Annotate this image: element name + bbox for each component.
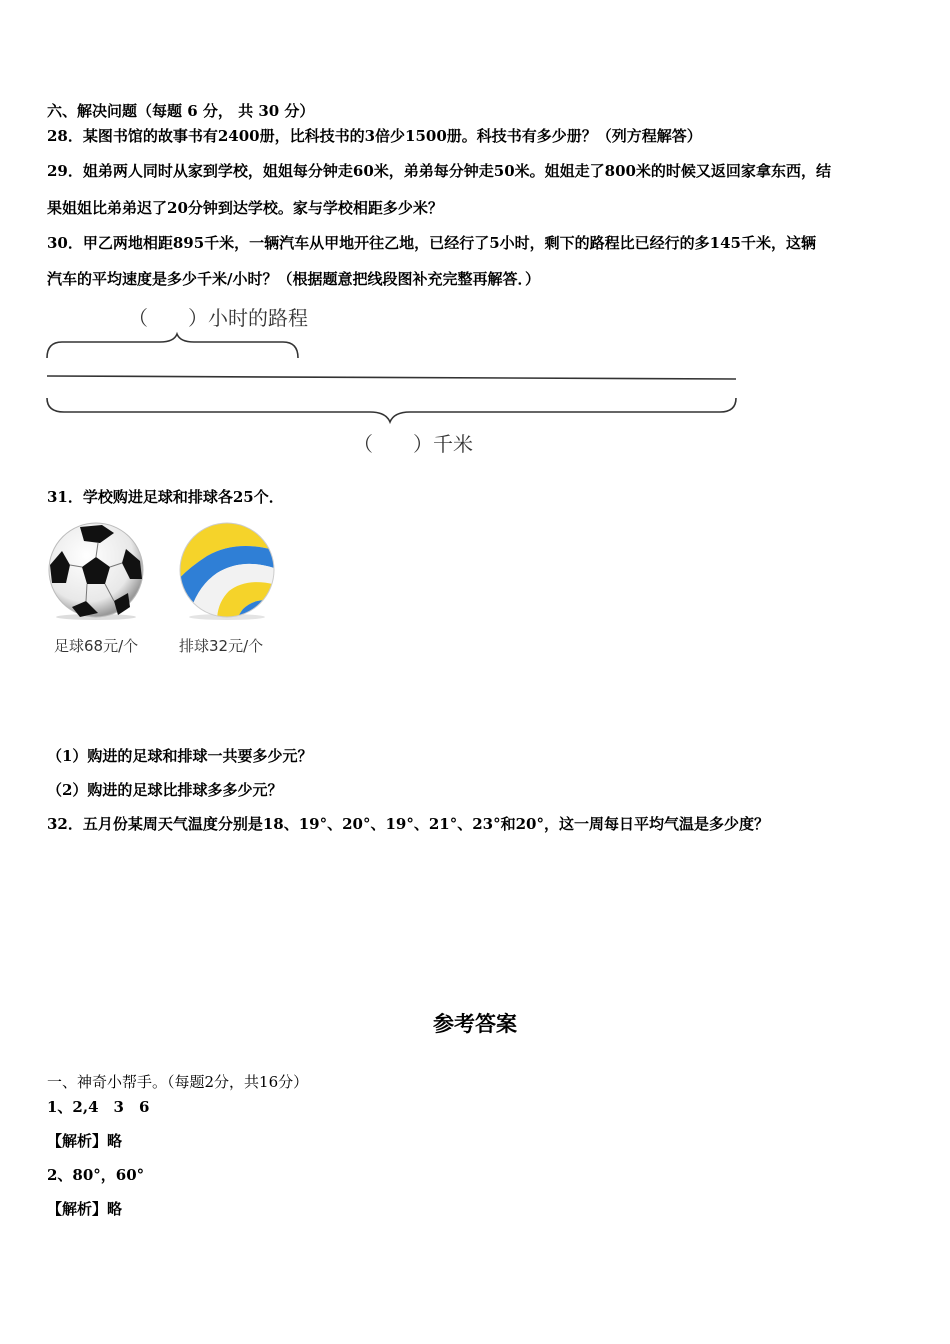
diagram-top-label: （ ）小时的路程 (128, 306, 308, 330)
football-price-label: 足球68元/个 (54, 637, 139, 655)
answer-2-analysis: 【解析】略 (47, 1200, 123, 1218)
answer-1: 1、2,4 3 6 (47, 1098, 150, 1116)
main-line (47, 376, 736, 379)
question-31-part2: （2）购进的足球比排球多多少元？ (47, 781, 283, 799)
bottom-brace (47, 398, 736, 422)
question-30-line1: 30．甲乙两地相距895千米，一辆汽车从甲地开往乙地，已经行了5小时，剩下的路程比已经行的多145千米，这辆 (47, 234, 816, 252)
volleyball-icon (177, 521, 277, 621)
answers-title: 参考答案 (433, 1012, 517, 1036)
question-31-part1: （1）购进的足球和排球一共要多少元？ (47, 747, 313, 765)
question-29-line2: 果姐姐比弟弟迟了20分钟到达学校。家与学校相距多少米？ (47, 199, 443, 217)
diagram-bottom-label: （ ）千米 (353, 432, 473, 456)
section-heading: 六、解决问题（每题 6 分， 共 30 分） (47, 102, 315, 120)
volleyball-price-label: 排球32元/个 (179, 637, 264, 655)
football-icon (44, 521, 148, 621)
question-31: 31．学校购进足球和排球各25个． (47, 488, 284, 506)
question-29-line1: 29．姐弟两人同时从家到学校，姐姐每分钟走60米，弟弟每分钟走50米。姐姐走了800米的时候又返回家拿东西，结 (47, 162, 831, 180)
segment-diagram (40, 296, 750, 466)
answer-1-analysis: 【解析】略 (47, 1132, 123, 1150)
question-30-line2: 汽车的平均速度是多少千米/小时？（根据题意把线段图补充完整再解答．） (47, 270, 540, 288)
answers-section1-heading: 一、神奇小帮手。（每题2分，共16分） (47, 1073, 309, 1091)
question-28: 28．某图书馆的故事书有2400册，比科技书的3倍少1500册。科技书有多少册？（列方程解答） (47, 127, 702, 145)
top-brace (47, 334, 298, 358)
question-32: 32．五月份某周天气温度分别是18、19°、20°、19°、21°、23°和20°，这一周每日平均气温是多少度？ (47, 815, 769, 833)
answer-2: 2、80°，60° (47, 1166, 145, 1184)
